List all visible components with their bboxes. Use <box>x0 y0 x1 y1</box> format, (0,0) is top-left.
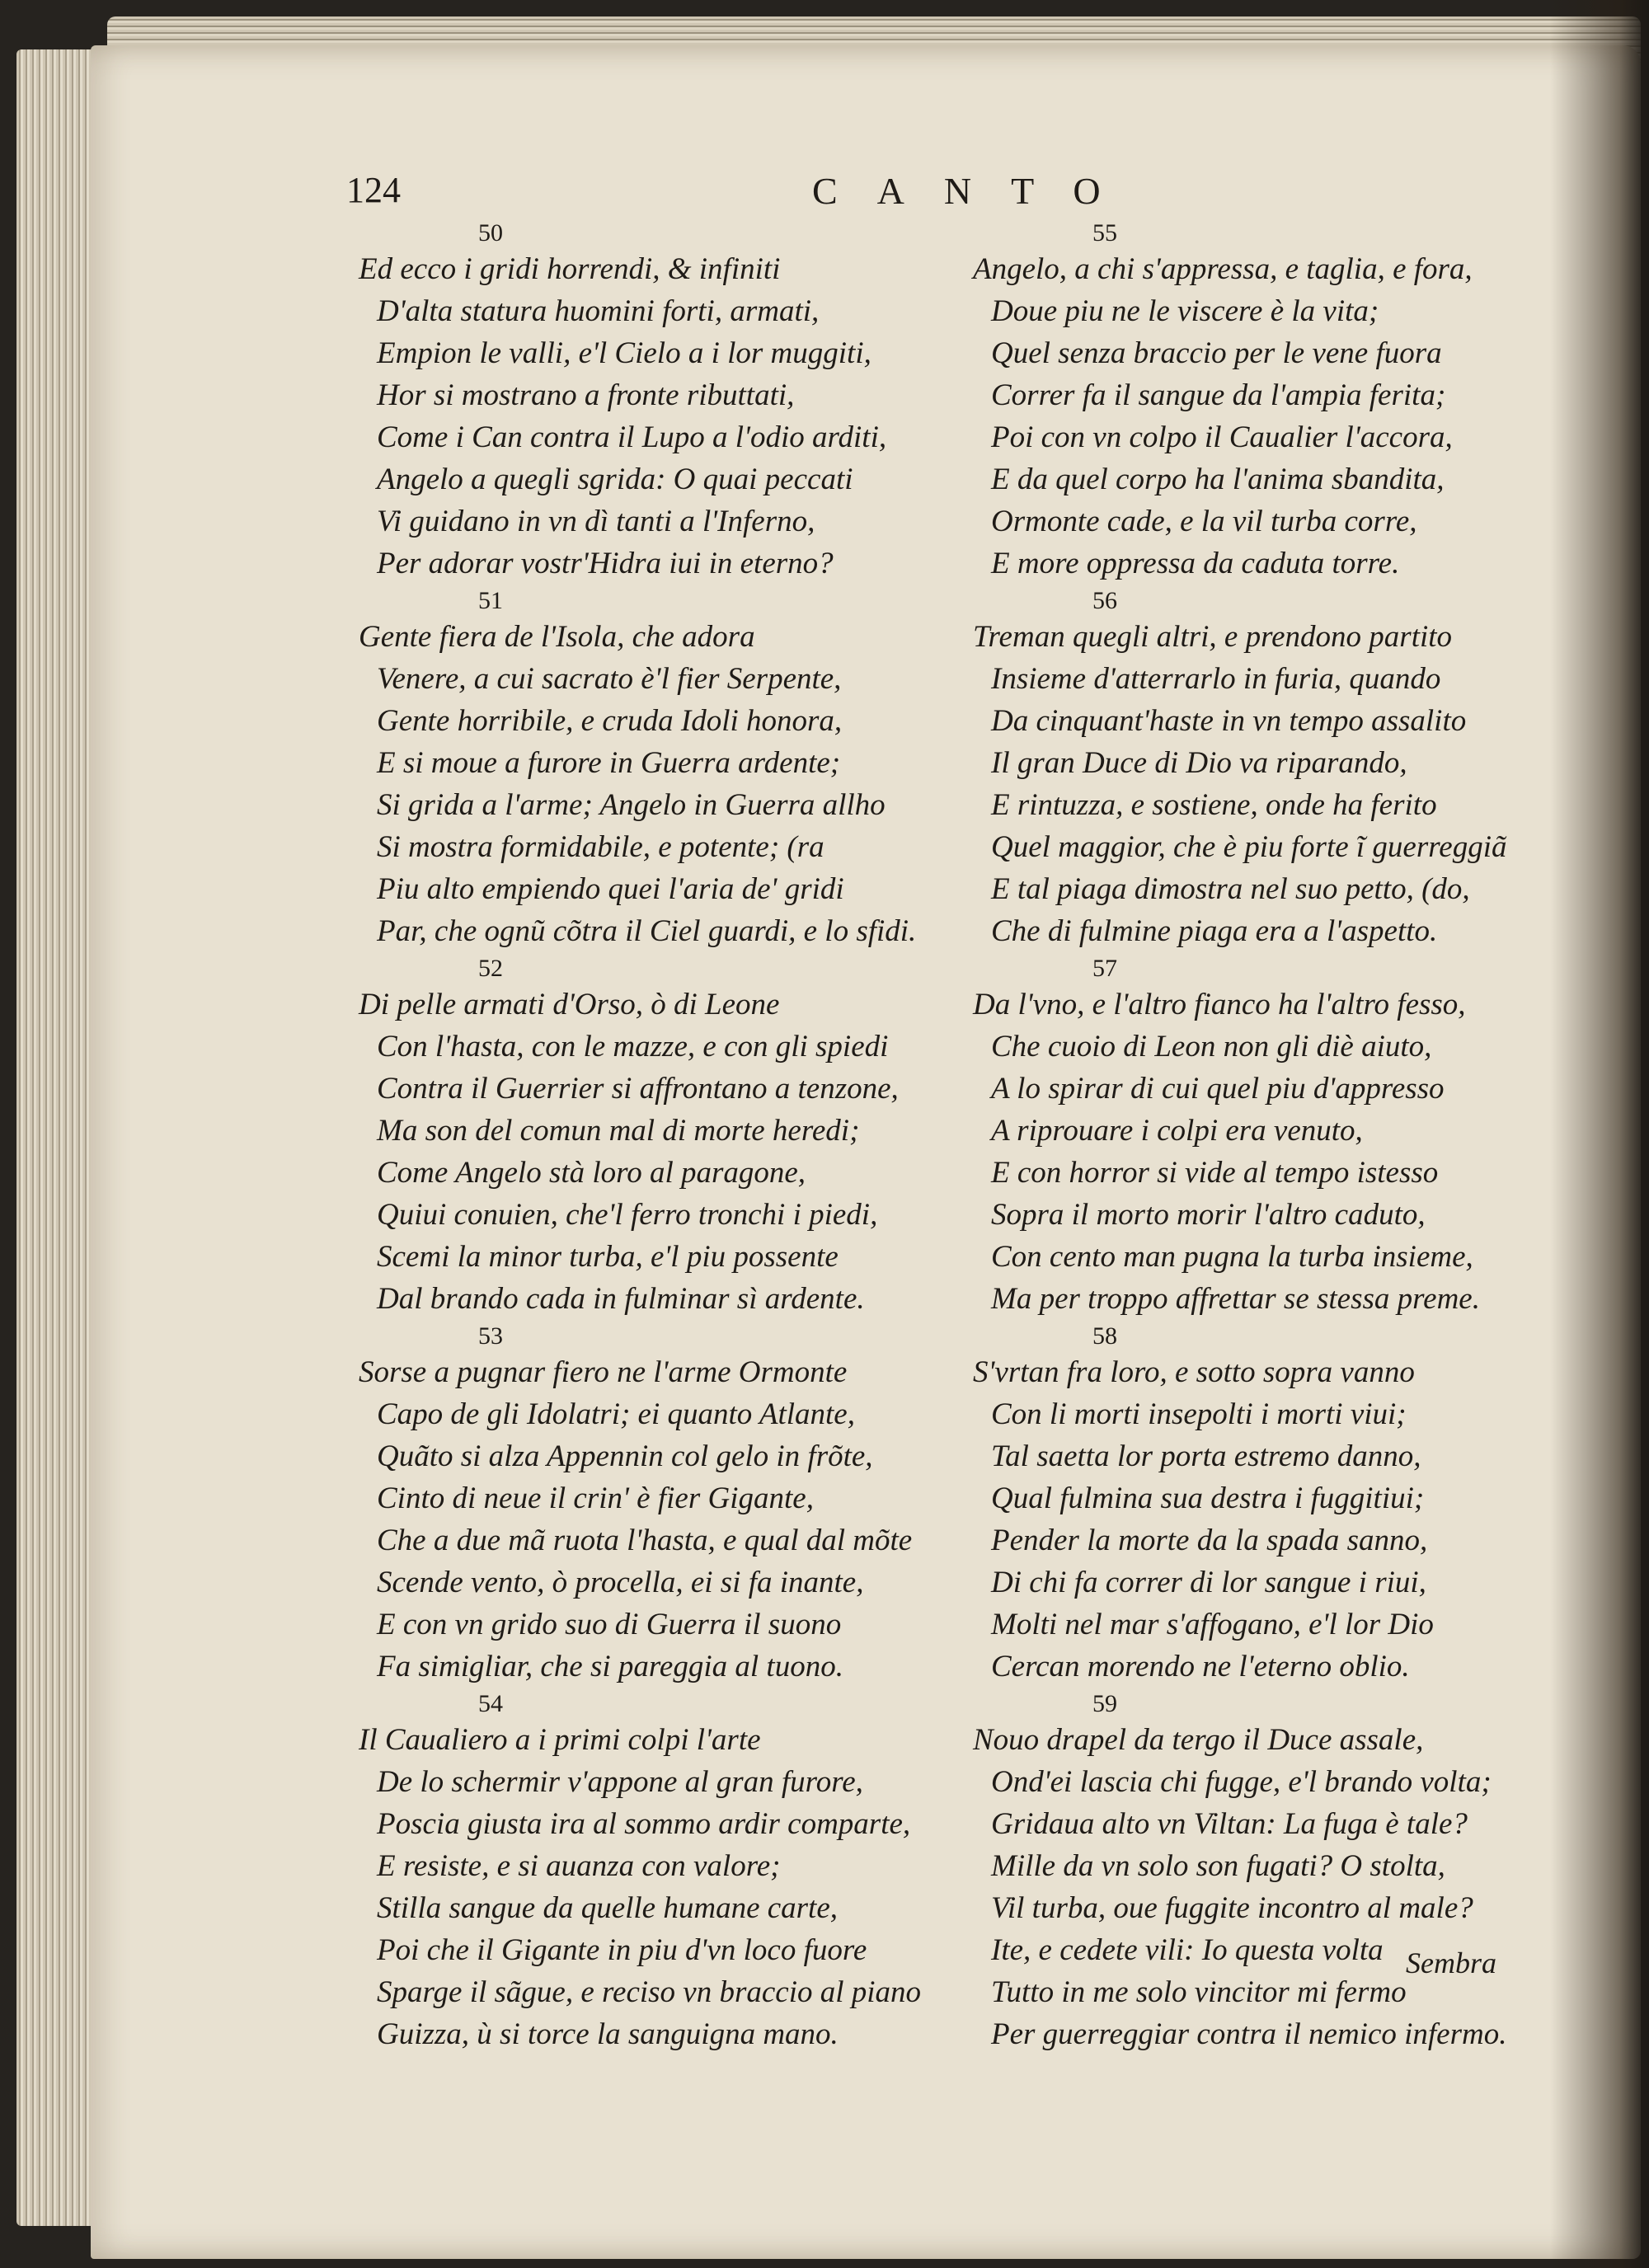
verse-line: E con horror si vide al tempo istesso <box>991 1156 1439 1190</box>
verse-line: Con cento man pugna la turba insieme, <box>991 1240 1473 1274</box>
verse-line: Capo de gli Idolatri; ei quanto Atlante, <box>377 1397 855 1431</box>
verse-line: Tutto in me solo vincitor mi fermo <box>991 1975 1407 2009</box>
verse-line: E con vn grido suo di Guerra il suono <box>377 1608 842 1641</box>
verse-line: E rintuzza, e sostiene, onde ha ferito <box>991 788 1437 822</box>
right-column <box>973 218 1600 2057</box>
stanza-number: 51 <box>478 587 503 614</box>
stanza-number: 58 <box>1092 1322 1117 1350</box>
stanza <box>973 1689 1600 2055</box>
stanza-number: 54 <box>478 1690 503 1717</box>
stanza-number: 53 <box>478 1322 503 1350</box>
verse-line: E tal piaga dimostra nel suo petto, (do, <box>991 872 1470 906</box>
verse-line: Di chi fa correr di lor sangue i riui, <box>991 1566 1426 1599</box>
stanza <box>359 1322 985 1688</box>
verse-line: Quel senza braccio per le vene fuora <box>991 336 1442 370</box>
verse-line: Che cuoio di Leon non gli diè aiuto, <box>991 1030 1432 1064</box>
verse-line: S'vrtan fra loro, e sotto sopra vanno <box>973 1355 1415 1389</box>
verse-line: E da quel corpo ha l'anima sbandita, <box>991 463 1445 496</box>
verse-line: Gente fiera de l'Isola, che adora <box>359 620 755 654</box>
stanza <box>359 586 985 952</box>
verse-line: Guizza, ù si torce la sanguigna mano. <box>377 2017 839 2051</box>
verse-line: Ed ecco i gridi horrendi, & infiniti <box>359 252 781 286</box>
verse-line: Quiui conuien, che'l ferro tronchi i piedi, <box>377 1198 878 1232</box>
verse-line: Insieme d'atterrarlo in furia, quando <box>991 662 1441 696</box>
verse-line: Con l'hasta, con le mazze, e con gli spiedi <box>377 1030 889 1064</box>
stanza-number: 59 <box>1092 1690 1117 1717</box>
stanza-number: 50 <box>478 219 503 247</box>
verse-line: E resiste, e si auanza con valore; <box>377 1849 781 1883</box>
verse-line: Ond'ei lascia chi fugge, e'l brando volta; <box>991 1765 1492 1799</box>
stanza-number: 56 <box>1092 587 1117 614</box>
verse-line: Sopra il morto morir l'altro caduto, <box>991 1198 1426 1232</box>
stanza <box>973 586 1600 952</box>
verse-line: Ma per troppo affrettar se stessa preme. <box>991 1282 1480 1316</box>
verse-line: Qual fulmina sua destra i fuggitiui; <box>991 1481 1425 1515</box>
verse-line: Doue piu ne le viscere è la vita; <box>991 294 1379 328</box>
verse-line: Si grida a l'arme; Angelo in Guerra allho <box>377 788 886 822</box>
verse-line: D'alta statura huomini forti, armati, <box>377 294 820 328</box>
verse-line: De lo schermir v'appone al gran furore, <box>377 1765 863 1799</box>
verse-line: A riprouare i colpi era venuto, <box>991 1114 1363 1148</box>
verse-line: Correr fa il sangue da l'ampia ferita; <box>991 378 1446 412</box>
verse-line: Sparge il sãgue, e reciso vn braccio al piano <box>377 1975 922 2009</box>
verse-line: Per guerreggiar contra il nemico infermo. <box>991 2017 1507 2051</box>
verse-line: Cinto di neue il crin' è fier Gigante, <box>377 1481 814 1515</box>
verse-line: Ite, e cedete vili: Io questa volta <box>991 1933 1384 1967</box>
running-title: CANTO <box>812 170 1140 212</box>
verse-line: Empion le valli, e'l Cielo a i lor muggiti, <box>377 336 871 370</box>
verse-line: Di pelle armati d'Orso, ò di Leone <box>359 988 780 1021</box>
stanza-number: 52 <box>478 955 503 982</box>
verse-line: Tal saetta lor porta estremo danno, <box>991 1439 1421 1473</box>
verse-line: Dal brando cada in fulminar sì ardente. <box>377 1282 865 1316</box>
stanza <box>359 218 985 585</box>
page-header <box>0 169 1649 218</box>
verse-line: Stilla sangue da quelle humane carte, <box>377 1891 839 1925</box>
verse-line: Cercan morendo ne l'eterno oblio. <box>991 1650 1410 1683</box>
verse-line: Gente horribile, e cruda Idoli honora, <box>377 704 843 738</box>
verse-line: Contra il Guerrier si affrontano a tenzone, <box>377 1072 899 1106</box>
verse-line: Mille da vn solo son fugati? O stolta, <box>991 1849 1445 1883</box>
verse-line: Treman quegli altri, e prendono partito <box>973 620 1453 654</box>
verse-line: Come i Can contra il Lupo a l'odio arditi, <box>377 420 887 454</box>
verse-line: Molti nel mar s'affogano, e'l lor Dio <box>991 1608 1434 1641</box>
stanza-number: 55 <box>1092 219 1117 247</box>
verse-line: Ma son del comun mal di morte heredi; <box>377 1114 860 1148</box>
verse-line: Hor si mostrano a fronte ributtati, <box>377 378 795 412</box>
stanza <box>973 1322 1600 1688</box>
stanza <box>359 954 985 1320</box>
catchword: Sembra <box>1406 1946 1496 1979</box>
verse-line: Gridaua alto vn Viltan: La fuga è tale? <box>991 1807 1468 1841</box>
stanza <box>973 954 1600 1320</box>
verse-line: Par, che ognũ cõtra il Ciel guardi, e lo sfidi. <box>377 914 917 948</box>
verse-line: Vil turba, oue fuggite incontro al male? <box>991 1891 1473 1925</box>
verse-line: Il Caualiero a i primi colpi l'arte <box>359 1723 761 1757</box>
verse-line: Ormonte cade, e la vil turba corre, <box>991 505 1417 538</box>
verse-line: Quãto si alza Appennin col gelo in frõte, <box>377 1439 873 1473</box>
verse-line: Da cinquant'haste in vn tempo assalito <box>991 704 1467 738</box>
verse-line: Venere, a cui sacrato è'l fier Serpente, <box>377 662 842 696</box>
verse-line: Nouo drapel da tergo il Duce assale, <box>973 1723 1424 1757</box>
verse-line: A lo spirar di cui quel piu d'appresso <box>991 1072 1445 1106</box>
verse-line: Da l'vno, e l'altro fianco ha l'altro fesso, <box>973 988 1466 1021</box>
verse-line: Poi con vn colpo il Caualier l'accora, <box>991 420 1453 454</box>
verse-line: Quel maggior, che è piu forte ĩ guerreggiã <box>991 830 1507 864</box>
verse-line: Scende vento, ò procella, ei si fa inante, <box>377 1566 864 1599</box>
left-column <box>359 218 985 2057</box>
verse-line: Fa simigliar, che si pareggia al tuono. <box>377 1650 843 1683</box>
verse-line: E more oppressa da caduta torre. <box>991 547 1400 580</box>
verse-line: Vi guidano in vn dì tanti a l'Inferno, <box>377 505 815 538</box>
verse-line: Che di fulmine piaga era a l'aspetto. <box>991 914 1438 948</box>
verse-line: Con li morti insepolti i morti viui; <box>991 1397 1407 1431</box>
stanza <box>359 1689 985 2055</box>
verse-line: E si moue a furore in Guerra ardente; <box>377 746 841 780</box>
verse-line: Che a due mã ruota l'hasta, e qual dal mõte <box>377 1524 913 1557</box>
verse-line: Sorse a pugnar fiero ne l'arme Ormonte <box>359 1355 848 1389</box>
stanza <box>973 218 1600 585</box>
verse-line: Angelo, a chi s'appressa, e taglia, e fora, <box>973 252 1473 286</box>
verse-line: Poscia giusta ira al sommo ardir comparte, <box>377 1807 911 1841</box>
stanza-number: 57 <box>1092 955 1117 982</box>
verse-line: Scemi la minor turba, e'l piu possente <box>377 1240 839 1274</box>
verse-line: Il gran Duce di Dio va riparando, <box>991 746 1407 780</box>
verse-line: Come Angelo stà loro al paragone, <box>377 1156 806 1190</box>
verse-line: Pender la morte da la spada sanno, <box>991 1524 1428 1557</box>
verse-line: Piu alto empiendo quei l'aria de' gridi <box>377 872 844 906</box>
page-number: 124 <box>346 170 401 210</box>
verse-line: Angelo a quegli sgrida: O quai peccati <box>377 463 853 496</box>
verse-line: Poi che il Gigante in piu d'vn loco fuore <box>377 1933 867 1967</box>
verse-line: Si mostra formidabile, e potente; (ra <box>377 830 824 864</box>
verse-line: Per adorar vostr'Hidra iui in eterno? <box>377 547 834 580</box>
